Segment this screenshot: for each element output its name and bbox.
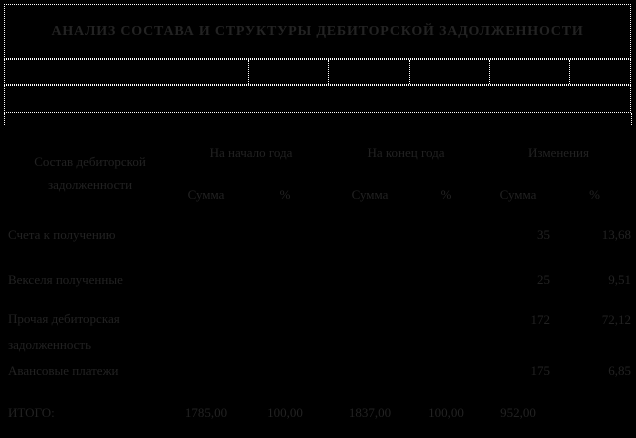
empty-cell [490, 60, 570, 84]
subheader-sum2: Сумма [351, 187, 389, 202]
row-label-line2: задолженность [8, 336, 92, 352]
row-label [8, 311, 172, 354]
group-end-label: На конец года [367, 145, 445, 160]
row-header-cell [8, 140, 172, 206]
total-value-cell: 1785,00 [184, 405, 228, 420]
total-value-cell: 100,00 [428, 405, 464, 420]
group-changes-label: Изменения [528, 145, 589, 160]
empty-cell [410, 60, 490, 84]
value-cell: 35 [537, 227, 550, 242]
value-cell: 25 [537, 272, 550, 287]
subheader-sum1: Сумма [187, 187, 225, 202]
total-value-cell: 952,00 [500, 405, 536, 420]
document-title: АНАЛИЗ СОСТАВА И СТРУКТУРЫ ДЕБИТОРСКОЙ ЗАДОЛЖЕННОСТИ [51, 23, 584, 39]
row-label: Счета к получению [8, 226, 116, 242]
table-row [8, 360, 635, 382]
subheader-pct3: % [589, 187, 600, 202]
group-begin-label: На начало года [209, 145, 293, 160]
empty-cell [570, 60, 630, 84]
row-label: Авансовые платежи [8, 362, 119, 378]
row-label: Векселя полученные [8, 271, 123, 287]
title-box [4, 4, 631, 59]
total-value-cell: 1837,00 [348, 405, 392, 420]
value-cell: 175 [530, 363, 550, 378]
subheader-pct2: % [440, 187, 452, 202]
group-begin-of-year [172, 140, 330, 206]
border-stub-right [631, 113, 632, 125]
subheader-sum3: Сумма [499, 187, 537, 202]
total-label: ИТОГО: [8, 404, 55, 420]
total-value-cell: 100,00 [267, 405, 303, 420]
empty-cell [249, 60, 329, 84]
empty-cell [329, 60, 410, 84]
empty-header-row [4, 59, 631, 85]
total-row [8, 402, 635, 424]
group-changes [482, 140, 635, 206]
value-cell: 72,12 [601, 312, 631, 327]
table-row [8, 224, 635, 246]
table-header [8, 140, 635, 206]
table-row [8, 269, 635, 291]
row-label-line1: Прочая дебиторская [8, 310, 120, 326]
row-header-line2: задолженности [47, 177, 133, 192]
value-cell: 172 [530, 312, 550, 327]
table-row [8, 308, 635, 356]
value-cell: 6,85 [608, 363, 631, 378]
value-cell: 13,68 [601, 227, 631, 242]
group-end-of-year [330, 140, 482, 206]
empty-cell [5, 60, 249, 84]
border-stub-left [4, 113, 5, 125]
row-header-line1: Состав дебиторской [34, 154, 146, 169]
empty-band-row [4, 85, 631, 113]
value-cell: 9,51 [608, 272, 631, 287]
subheader-pct1: % [279, 187, 291, 202]
